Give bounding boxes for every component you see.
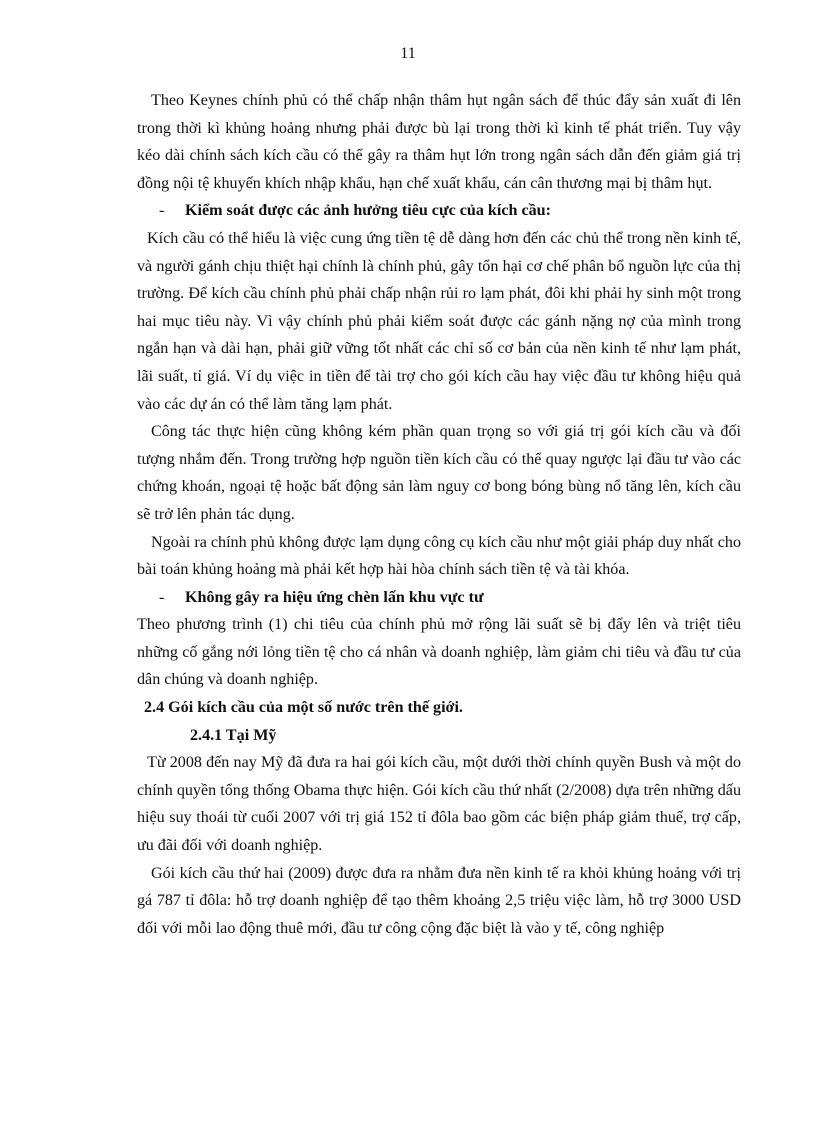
paragraph-goi-thu-hai: Gói kích cầu thứ hai (2009) được đưa ra nhằm đưa nền kinh tế ra khỏi khủng hoảng với trị gá 787 tỉ đôla: hỗ trợ doanh nghiệp để tạo thêm khoảng 2,5 triệu việc làm, hỗ trợ 3000 USD đối với mỗi lao động thuê mới, đầu tư công cộng đặc biệt là vào y tế, công nghiệp bbox=[137, 864, 741, 937]
document-body bbox=[137, 87, 741, 942]
page-number: 11 bbox=[400, 45, 416, 62]
section-heading-2-4-1: 2.4.1 Tại Mỹ bbox=[190, 726, 277, 744]
paragraph-keynes: Theo Keynes chính phủ có thể chấp nhận thâm hụt ngân sách để thúc đẩy sản xuất đi lên trong thời kì khủng hoảng nhưng phải được bù lại trong thời kì kinh tế phát triển. Tuy vậy kéo dài chính sách kích cầu có thể gây ra thâm hụt lớn trong ngân sách dẫn đến giảm giá trị đồng nội tệ khuyến khích nhập khẩu, hạn chế xuất khẩu, cán cân thương mại bị thâm hụt. bbox=[137, 92, 741, 192]
paragraph-tu-2008: Từ 2008 đến nay Mỹ đã đưa ra hai gói kích cầu, một dưới thời chính quyền Bush và một do chính quyền tổng thống Obama thực hiện. Gói kích cầu thứ nhất (2/2008) dựa trên những dấu hiệu suy thoái từ cuối 2007 với trị giá 152 tỉ đôla bao gồm các biện pháp giảm thuế, trợ cấp, ưu đãi đối với doanh nghiệp. bbox=[137, 754, 741, 855]
bullet-dash: - bbox=[159, 202, 165, 220]
paragraph-kich-cau: Kích cầu có thể hiểu là việc cung ứng tiền tệ dễ dàng hơn đến các chủ thể trong nền kinh tế, và người gánh chịu thiệt hại chính là chính phủ, gây tổn hại cơ chế phân bổ nguồn lực của thị trường. Để kích cầu chính phủ phải chấp nhận rủi ro lạm phát, đôi khi phải hy sinh một trong hai mục tiêu này. Vì vậy chính phủ phải kiểm soát được các gánh nặng nợ của mình trong ngắn hạn và dài hạn, phải giữ vững tốt nhất các chỉ số cơ bản của nền kinh tế như lạm phát, lãi suất, tỉ giá. Ví dụ việc in tiền để tài trợ cho gói kích cầu hay việc đầu tư không hiệu quả vào các dự án có thể làm tăng lạm phát. bbox=[137, 229, 741, 413]
bullet-dash: - bbox=[159, 588, 165, 606]
paragraph-ngoai-ra: Ngoài ra chính phủ không được lạm dụng công cụ kích cầu như một giải pháp duy nhất cho bài toán khủng hoảng mà phải kết hợp hài hòa chính sách tiền tệ và tài khóa. bbox=[137, 533, 741, 579]
bullet-heading-khong-gay bbox=[137, 584, 741, 612]
bullet-heading-text: Không gây ra hiệu ứng chèn lấn khu vực tư bbox=[185, 588, 484, 606]
bullet-heading-kiem-soat bbox=[137, 197, 741, 225]
paragraph-phuong-trinh: Theo phương trình (1) chi tiêu của chính phủ mở rộng lãi suất sẽ bị đẩy lên và triệt tiêu những cố gắng nới lỏng tiền tệ cho cá nhân và doanh nghiệp, làm giảm chi tiêu và đầu tư của dân chúng và doanh nghiệp. bbox=[137, 616, 741, 689]
section-heading-2-4: 2.4 Gói kích cầu của một số nước trên thế giới. bbox=[144, 699, 463, 717]
bullet-heading-text: Kiểm soát được các ảnh hưởng tiêu cực của kích cầu: bbox=[185, 202, 551, 220]
paragraph-cong-tac: Công tác thực hiện cũng không kém phần quan trọng so với giá trị gói kích cầu và đối tượng nhắm đến. Trong trường hợp nguồn tiền kích cầu có thể quay ngược lại đầu tư vào các chứng khoán, ngoại tệ hoặc bất động sản làm nguy cơ bong bóng bùng nổ tăng lên, kích cầu sẽ trở lên phản tác dụng. bbox=[137, 423, 741, 523]
